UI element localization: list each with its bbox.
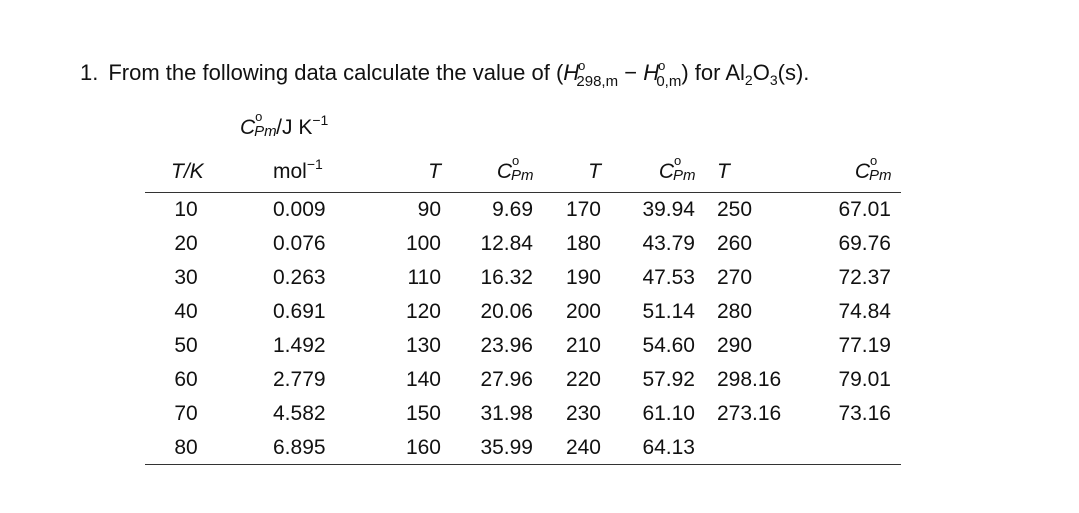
o-subscript: 3	[769, 72, 778, 88]
table-cell-t4: 250	[717, 198, 753, 221]
table-cell-cp2: 12.84	[480, 232, 533, 255]
table-cell-cp3: 57.92	[642, 368, 695, 391]
h298-degree: o	[578, 58, 586, 73]
table-cell-t4: 260	[717, 232, 753, 255]
table-cell-t2: 120	[405, 300, 441, 323]
table-cell-t1: 60	[174, 368, 198, 391]
header-t-3: T	[588, 160, 601, 183]
table-cell-t1: 80	[174, 436, 198, 459]
table-cell-cp4: 74.84	[838, 300, 891, 323]
al-subscript: 2	[744, 72, 753, 88]
header-t-2: T	[428, 160, 441, 183]
table-cell-t2: 100	[405, 232, 441, 255]
header-mol: mol$^{-1}$	[273, 156, 323, 183]
cp-unit-suffix: /J K	[276, 116, 313, 139]
table-cell-cp4: 77.19	[838, 334, 891, 357]
table-cell-t1: 50	[174, 334, 198, 357]
table-cell-t2: 140	[405, 368, 441, 391]
table-cell-cp1: 2.779	[273, 368, 326, 391]
table-cell-cp2: 35.99	[480, 436, 533, 459]
table-cell-cp1: 0.076	[273, 232, 326, 255]
h0-subscript: 0,m	[656, 73, 682, 90]
bottom-rule	[145, 464, 901, 465]
h0-letter: H	[643, 60, 660, 85]
h298-letter: H	[563, 60, 580, 85]
table-cell-cp1: 1.492	[273, 334, 326, 357]
table-cell-t3: 230	[565, 402, 601, 425]
h0-degree: o	[658, 58, 666, 73]
table-cell-t4: 270	[717, 266, 753, 289]
cp-unit-symbol: C o Pm	[240, 109, 277, 140]
table-cell-t3: 240	[565, 436, 601, 459]
table-cell-cp3: 54.60	[642, 334, 695, 357]
table-cell-t3: 210	[565, 334, 601, 357]
table-cell-t2: 150	[405, 402, 441, 425]
table-cell-t2: 110	[407, 266, 441, 289]
table-cell-cp2: 31.98	[480, 402, 533, 425]
table-cell-t2: 130	[405, 334, 441, 357]
header-t-k: T/K	[171, 160, 204, 183]
header-cp-2: C o Pm	[496, 153, 534, 184]
table-cell-cp1: 0.263	[273, 266, 326, 289]
problem-statement	[80, 58, 809, 91]
phase-label: (s).	[777, 60, 810, 85]
table-cell-cp3: 61.10	[642, 402, 695, 425]
table-cell-t1: 30	[174, 266, 198, 289]
table-cell-cp2: 9.69	[492, 198, 533, 221]
table-cell-t3: 180	[565, 232, 601, 255]
table-cell-t3: 200	[565, 300, 601, 323]
table-cell-cp1: 0.691	[273, 300, 326, 323]
header-cp-4: C o Pm	[854, 153, 892, 184]
table-cell-t4: 280	[717, 300, 753, 323]
cp-unit-exp: −1	[312, 112, 329, 128]
table-cell-t4: 290	[717, 334, 753, 357]
table-cell-cp4: 67.01	[838, 198, 891, 221]
table-cell-cp1: 4.582	[273, 402, 326, 425]
table-cell-cp4: 69.76	[838, 232, 891, 255]
problem-text-before: From the following data calculate the value of (	[108, 60, 564, 85]
table-cell-cp3: 47.53	[642, 266, 695, 289]
table-cell-t3: 170	[565, 198, 601, 221]
table-cell-cp1: 0.009	[273, 198, 326, 221]
table-cell-t4: 273.16	[717, 402, 782, 425]
table-cell-cp3: 51.14	[642, 300, 695, 323]
table-cell-cp4: 79.01	[838, 368, 891, 391]
table-cell-t4: 298.16	[717, 368, 782, 391]
oxygen-letter: O	[752, 60, 770, 85]
header-rule	[145, 192, 901, 193]
table-cell-cp2: 20.06	[480, 300, 533, 323]
table-cell-cp2: 16.32	[480, 266, 533, 289]
table-cell-t1: 10	[174, 198, 198, 221]
h298-subscript: 298,m	[576, 73, 619, 90]
table-cell-cp2: 27.96	[480, 368, 533, 391]
cp-unit-label	[240, 109, 329, 140]
table-cell-t1: 70	[174, 402, 198, 425]
table-cell-cp1: 6.895	[273, 436, 326, 459]
minus-sign: −	[618, 60, 644, 85]
header-cp-3: C o Pm	[658, 153, 696, 184]
table-cell-t3: 190	[565, 266, 601, 289]
table-cell-cp3: 43.79	[642, 232, 695, 255]
table-cell-t1: 20	[174, 232, 198, 255]
table-cell-t3: 220	[565, 368, 601, 391]
table-cell-cp2: 23.96	[480, 334, 533, 357]
table-cell-cp3: 39.94	[642, 198, 695, 221]
problem-text-after: ) for Al	[681, 60, 745, 85]
problem-number: 1.	[80, 60, 99, 85]
table-cell-t1: 40	[174, 300, 198, 323]
header-t-4: T	[717, 160, 730, 183]
table-cell-cp4: 72.37	[838, 266, 891, 289]
table-cell-t2: 90	[417, 198, 441, 221]
table-cell-cp4: 73.16	[838, 402, 891, 425]
table-cell-cp3: 64.13	[642, 436, 695, 459]
table-cell-t2: 160	[405, 436, 441, 459]
